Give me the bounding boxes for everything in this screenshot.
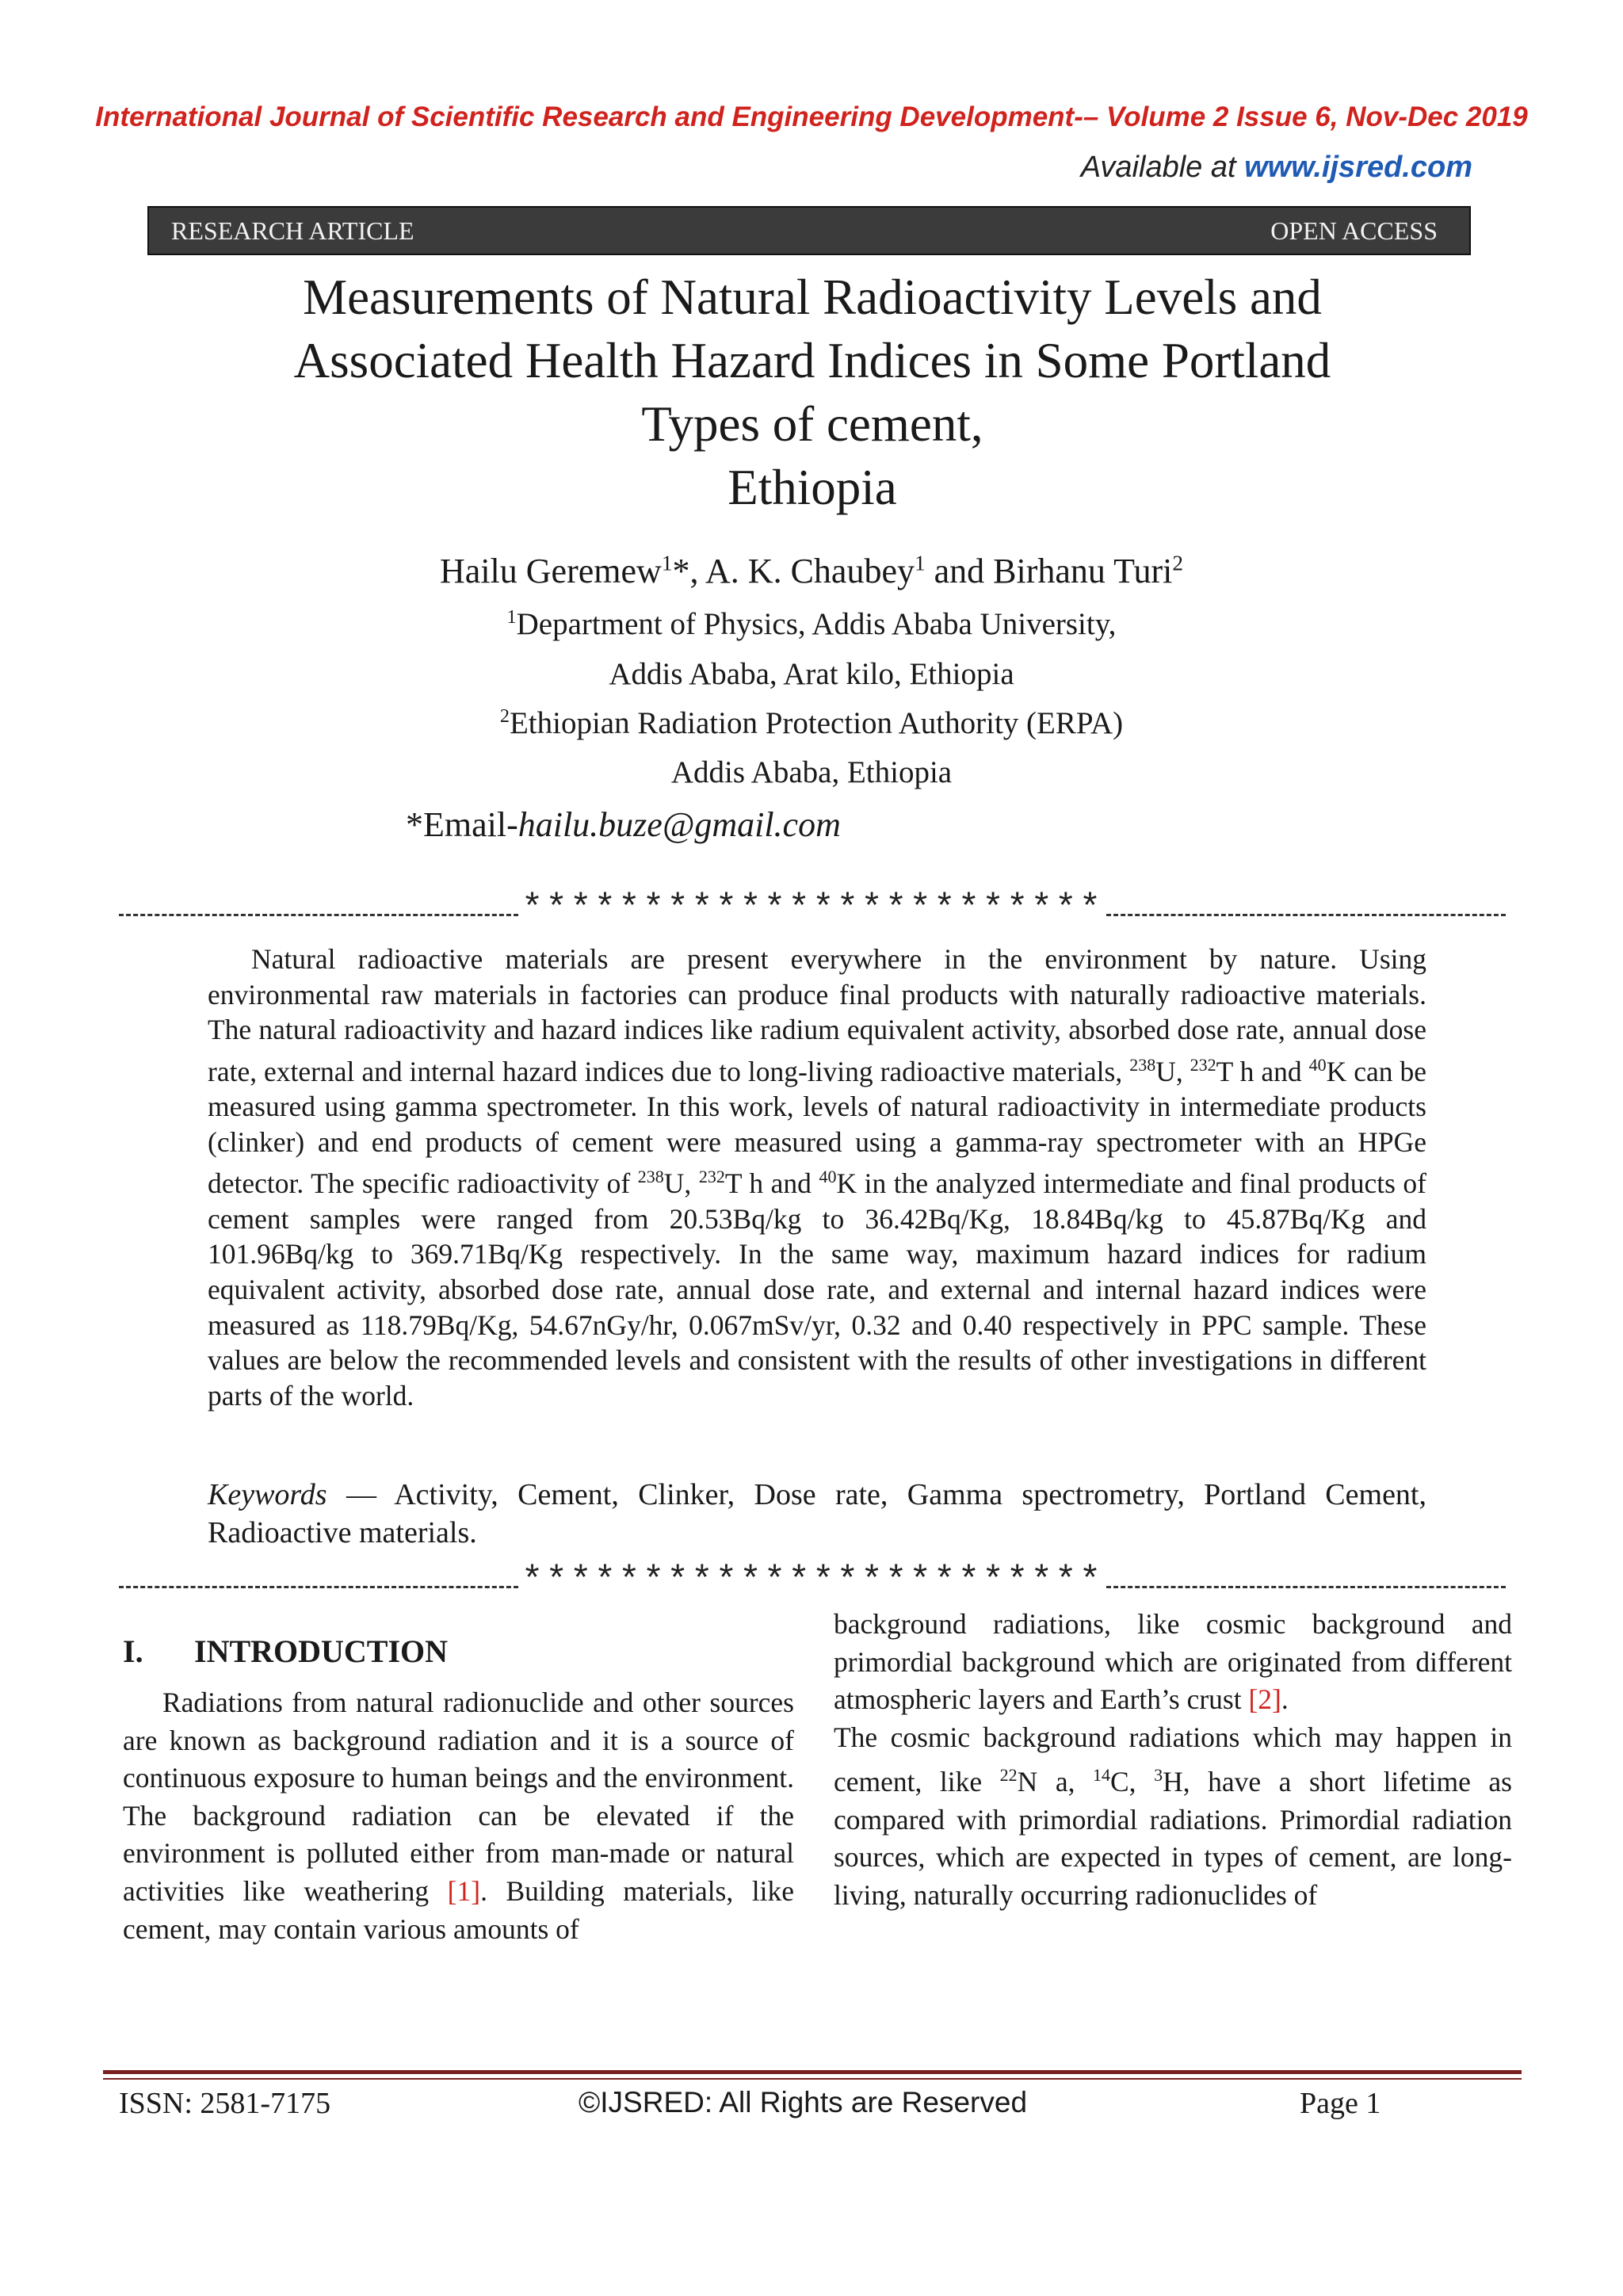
body-text: background radiations, like cosmic background and primordial background which are originated from different atmospheric layers and Earth’s crust — [834, 1608, 1512, 1716]
access-type: OPEN ACCESS — [1270, 216, 1438, 245]
abstract — [208, 942, 1426, 1413]
dash-rule — [119, 1575, 518, 1588]
isotope-sup: 232 — [698, 1167, 725, 1187]
aff-text: Department of Physics, Addis Ababa University, — [516, 607, 1117, 641]
title-line: Associated Health Hazard Indices in Some Portland — [293, 333, 1331, 388]
intro-paragraph — [834, 1719, 1512, 1915]
isotope: U, — [663, 1167, 699, 1200]
author-name: Hailu Geremew — [440, 552, 662, 590]
aff-sup: 2 — [499, 705, 510, 727]
dash-rule — [119, 903, 518, 916]
body-text: H, have a short lifetime as compared with primordial radiations. Primordial radiation sources, which are expected in types of cement, are long-living, naturally occurring radionuclides of — [834, 1766, 1512, 1911]
isotope: U, — [1155, 1055, 1190, 1087]
abstract-paragraph — [208, 942, 1426, 1413]
keywords-text: — Activity, Cement, Clinker, Dose rate, Gamma spectrometry, Portland Cement, Radioactive materials. — [208, 1478, 1426, 1549]
separator-bottom — [119, 1561, 1506, 1601]
isotope-sup: 232 — [1190, 1054, 1216, 1075]
dash-rule — [1106, 903, 1506, 916]
star-rule: ************************ — [521, 889, 1104, 929]
author-list — [0, 551, 1623, 591]
body-text: . — [1281, 1683, 1289, 1716]
isotope: T h and — [1216, 1055, 1309, 1087]
author-sup: 1 — [661, 551, 673, 575]
star-rule: ************************ — [521, 1561, 1104, 1601]
affiliation-2-address: Addis Ababa, Ethiopia — [670, 755, 953, 789]
intro-paragraph — [123, 1684, 794, 1948]
section-title: INTRODUCTION — [194, 1633, 449, 1669]
article-type: RESEARCH ARTICLE — [171, 216, 414, 245]
paper-title — [238, 266, 1387, 519]
aff-sup: 1 — [506, 606, 517, 628]
isotope-sup: 3 — [1154, 1765, 1163, 1786]
dash-rule — [1106, 1575, 1506, 1588]
isotope: N a, — [1017, 1766, 1093, 1798]
abstract-text: K in the analyzed intermediate and final products of cement samples were ranged from 20.53Bq/kg to 36.42Bq/Kg, 18.84Bq/kg to 45.87Bq/Kg and 101.96Bq/kg to 369.71Bq/Kg respectively. In the same way, maximum hazard indices for radium equivalent activity, absorbed dose rate, annual dose rate, and external and internal hazard indices were measured as 118.79Bq/Kg, 54.67nGy/hr, 0.067mSv/yr, 0.32 and 0.40 respectively in PPC sample. These values are below the recommended levels and consistent with the results of other investigations in different parts of the world. — [208, 1167, 1426, 1412]
journal-header: International Journal of Scientific Research and Engineering Development-– Volume 2 Issue 6, Nov-Dec 2019 — [95, 101, 1528, 132]
body-text: The cosmic background radiations which may happen in cement, like — [834, 1721, 1512, 1798]
isotope-sup: 238 — [637, 1167, 664, 1187]
author-name: *, A. K. Chaubey — [672, 552, 915, 590]
isotope-sup: 22 — [999, 1765, 1018, 1786]
isotope: C, — [1110, 1766, 1155, 1798]
email-address[interactable]: hailu.buze@gmail.com — [517, 805, 841, 844]
abstract-text: Natural radioactive materials are present everywhere in the environment by nature. Using environmental raw materials in factories can produce final products with naturally radioactive materials. The natural radioactivity and hazard indices like radium equivalent activity, absorbed dose rate, annual dose rate, external and internal hazard indices due to long-living radioactive materials, — [208, 943, 1426, 1087]
footer-rule — [103, 2078, 1522, 2080]
isotope-sup: 14 — [1093, 1765, 1110, 1786]
available-prefix: Available at — [1080, 151, 1245, 184]
affiliation-1 — [0, 606, 1623, 642]
aff-text: Ethiopian Radiation Protection Authority (ERPA) — [509, 706, 1124, 740]
corresponding-email — [406, 804, 841, 845]
author-name: and Birhanu Turi — [925, 552, 1173, 590]
footer-copyright: ©IJSRED: All Rights are Reserved — [579, 2086, 1028, 2118]
journal-link[interactable]: www.ijsred.com — [1244, 151, 1472, 184]
section-number: I. — [123, 1633, 143, 1669]
title-line: Ethiopia — [727, 460, 897, 515]
intro-paragraph — [834, 1606, 1512, 1719]
email-prefix: *Email- — [406, 805, 518, 844]
body-text: Radiations from natural radionuclide and other sources are known as background radiation and it is a source of continuous exposure to human beings and the environment. The background radiation can be elevated if the environment is polluted either from man-made or natural activities like weathering — [123, 1687, 794, 1907]
footer-page-number: Page 1 — [1300, 2087, 1381, 2120]
abstract-text: K can be measured using gamma spectrometer. In this work, levels of natural radioactivity in intermediate products (clinker) and end products of cement were measured using a gamma-ray spectrometer with an HPGe detector. The specific radioactivity of — [208, 1055, 1426, 1200]
isotope-sup: 40 — [1308, 1054, 1327, 1075]
footer-issn: ISSN: 2581-7175 — [119, 2087, 331, 2120]
availability-line — [1081, 151, 1472, 185]
affiliation-2 — [0, 705, 1623, 741]
author-sup: 1 — [914, 551, 926, 575]
right-column — [834, 1606, 1512, 1915]
isotope: T h and — [724, 1167, 819, 1200]
article-type-band — [147, 206, 1471, 255]
affiliation-1-address: Addis Ababa, Arat kilo, Ethiopia — [609, 657, 1014, 691]
author-sup: 2 — [1172, 551, 1183, 575]
section-heading — [123, 1633, 448, 1670]
body-text: . Building materials, like cement, may contain various amounts of — [123, 1874, 795, 1945]
footer-rule — [103, 2070, 1522, 2074]
title-line: Types of cement, — [641, 396, 983, 452]
citation-link[interactable]: [1] — [447, 1874, 481, 1907]
keywords-label: Keywords — [208, 1478, 327, 1511]
separator-top — [119, 889, 1506, 929]
title-line: Measurements of Natural Radioactivity Levels and — [303, 269, 1322, 325]
isotope-sup: 40 — [819, 1167, 837, 1187]
isotope-sup: 238 — [1129, 1054, 1156, 1075]
keywords — [208, 1476, 1426, 1552]
citation-link[interactable]: [2] — [1248, 1683, 1281, 1716]
left-column — [123, 1684, 794, 1948]
